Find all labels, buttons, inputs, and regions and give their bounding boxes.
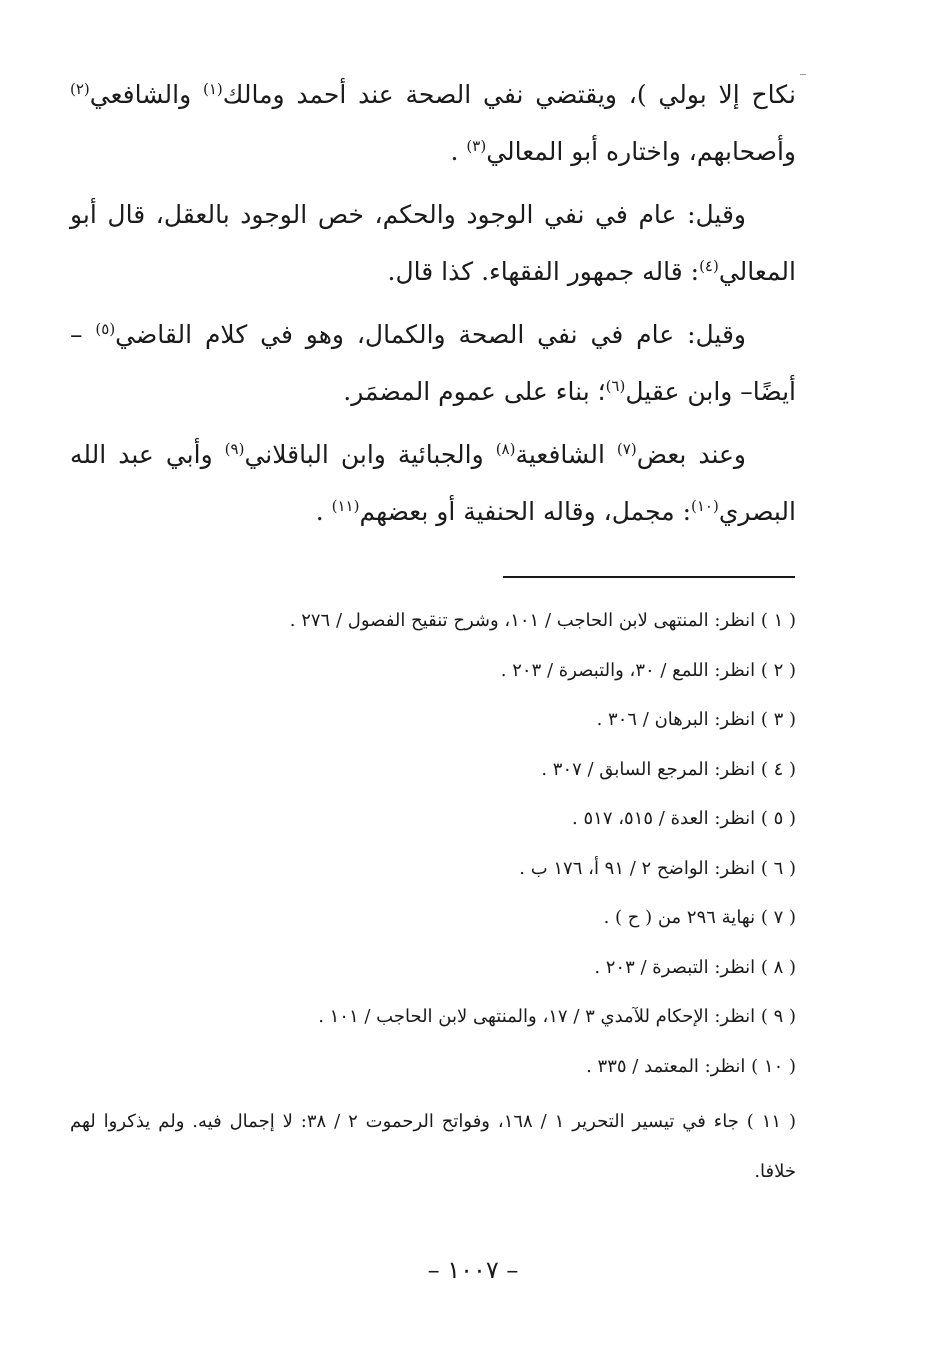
footnote-7: ( ٧ ) نهاية ٢٩٦ من ( ح ) . xyxy=(603,907,796,928)
paragraph-text: : مجمل، وقاله الحنفية أو بعضهم xyxy=(359,497,691,526)
paragraph-text: . xyxy=(450,137,467,166)
paragraph-text: . xyxy=(315,497,332,526)
footnote-4: ( ٤ ) انظر: المرجع السابق / ٣٠٧ . xyxy=(541,758,796,780)
footnote-ref-10: (١٠) xyxy=(691,497,719,515)
footnote-8: ( ٨ ) انظر: التبصرة / ٢٠٣ . xyxy=(594,956,796,978)
footnote-2: ( ٢ ) انظر: اللمع / ٣٠، والتبصرة / ٢٠٣ . xyxy=(500,659,796,681)
footnote-ref-8: (٨) xyxy=(495,440,516,458)
footnote-5: ( ٥ ) انظر: العدة / ٥١٥، ٥١٧ . xyxy=(572,808,796,829)
paragraph-text: والجبائية وابن الباقلاني xyxy=(244,440,496,469)
page-number: – ١٠٠٧ – xyxy=(427,1256,519,1284)
footnote-ref-11: (١١) xyxy=(331,497,360,515)
footnote-ref-9: (٩) xyxy=(224,440,245,458)
footnote-9: ( ٩ ) انظر: الإحكام للآمدي ٣ / ١٧، والمنتهى لابن الحاجب / ١٠١ . xyxy=(318,1006,796,1027)
footnote-11: ( ١١ ) جاء في تيسير التحرير ١ / ١٦٨، وفواتح الرحموت ٢ / ٣٨: لا إجمال فيه. ولم يذكروا لهم خلافا. xyxy=(70,1111,797,1182)
paragraph-1 xyxy=(70,66,796,180)
paragraph-2 xyxy=(70,186,796,300)
footnote-ref-6: (٦) xyxy=(605,377,626,395)
paragraph-text: وقيل: عام في نفي الوجود والحكم، خص الوجود بالعقل، قال أبو المعالي xyxy=(70,200,796,286)
paragraph-text: نكاح إلا بولي )، ويقتضي نفي الصحة عند أحمد ومالك xyxy=(222,80,797,109)
footnote-ref-3: (٣) xyxy=(466,137,487,155)
footnote-separator xyxy=(503,576,795,578)
footnote-10: ( ١٠ ) انظر: المعتمد / ٣٣٥ . xyxy=(586,1055,796,1077)
footnote-6: ( ٦ ) انظر: الواضح ٢ / ٩١ أ، ١٧٦ ب . xyxy=(519,857,796,879)
paragraph-text: ؛ بناء على عموم المضمَر. xyxy=(343,377,606,406)
footnotes xyxy=(70,602,796,1197)
paragraph-3 xyxy=(70,306,796,420)
paragraph-text: : قاله جمهور الفقهاء. كذا قال. xyxy=(387,257,700,286)
paragraph-text: –أيضًا– وابن عقيل xyxy=(70,320,796,406)
paragraph-text: وعند بعض xyxy=(636,440,747,469)
margin-mark xyxy=(800,74,806,75)
paragraph-text: والشافعي xyxy=(89,80,203,109)
footnote-ref-4: (٤) xyxy=(699,257,719,275)
footnote-ref-1: (١) xyxy=(202,80,223,98)
paragraph-text: الشافعية xyxy=(515,440,617,469)
paragraph-text: وقيل: عام في نفي الصحة والكمال، وهو في كلام القاضي xyxy=(115,320,746,349)
footnote-ref-2: (٢) xyxy=(70,80,90,98)
footnote-ref-7: (٧) xyxy=(616,440,637,458)
paragraph-4 xyxy=(70,426,796,540)
paragraph-text: وأصحابهم، واختاره أبو المعالي xyxy=(486,137,796,166)
paragraph-text: وأبي عبد الله البصري xyxy=(70,440,796,526)
main-text xyxy=(70,66,796,546)
footnote-3: ( ٣ ) انظر: البرهان / ٣٠٦ . xyxy=(596,709,796,730)
footnote-ref-5: (٥) xyxy=(95,320,116,338)
footnote-1: ( ١ ) انظر: المنتهى لابن الحاجب / ١٠١، وشرح تنقيح الفصول / ٢٧٦ . xyxy=(289,610,796,631)
